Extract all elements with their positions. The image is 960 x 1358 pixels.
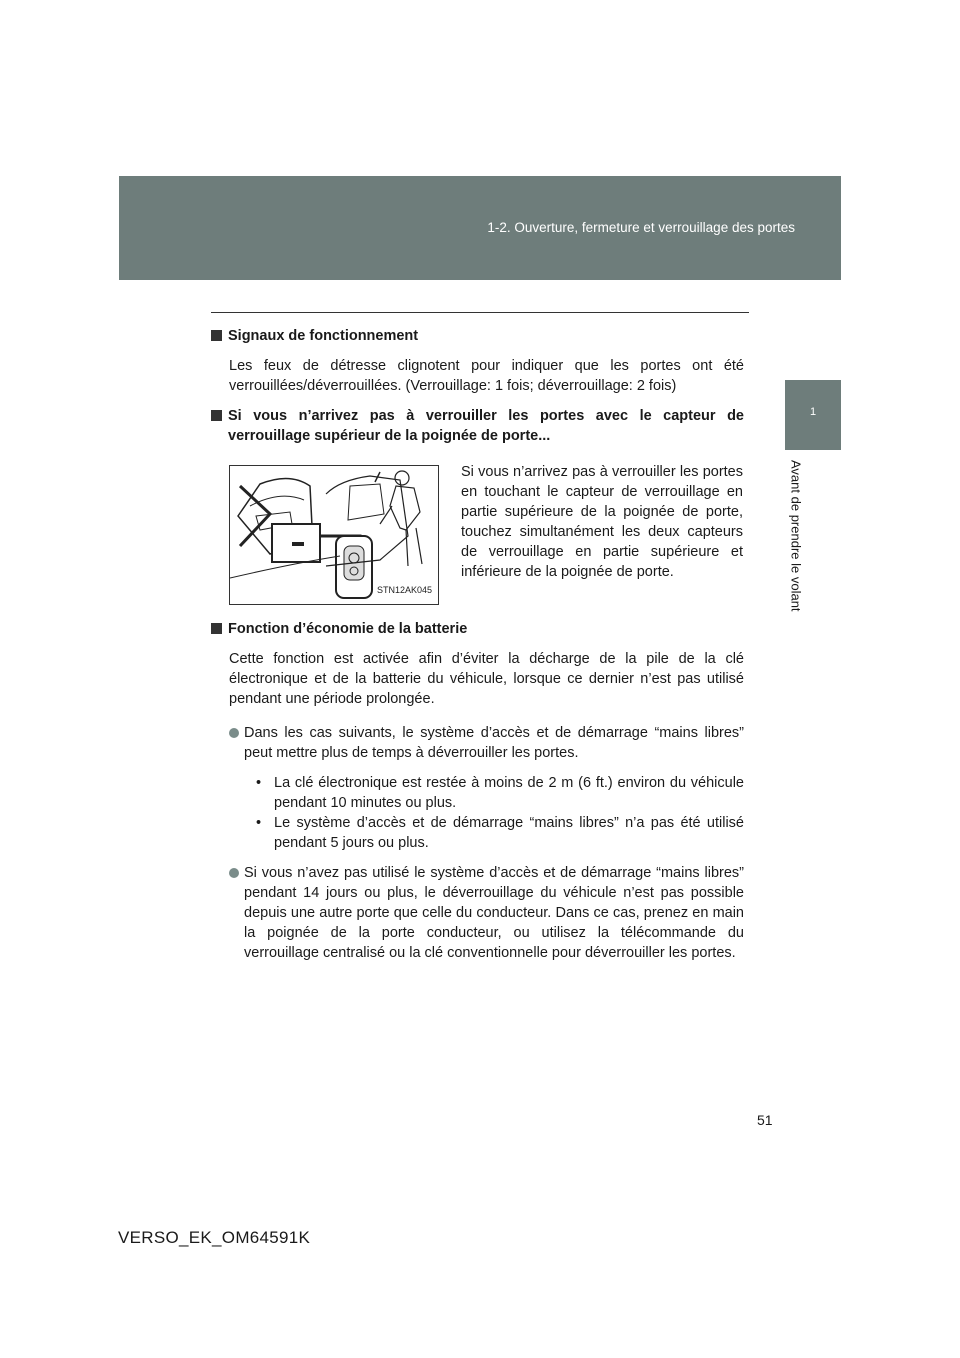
- paragraph: Les feux de détresse clignotent pour indiquer que les portes ont été verrouillées/déverrouillées. (Verrouillage: 1 fois; déverrouillage: 2 fois): [229, 358, 744, 394]
- square-bullet-icon: [211, 623, 222, 634]
- square-bullet-icon: [211, 410, 222, 421]
- list-item: [229, 863, 744, 963]
- paragraph: Cette fonction est activée afin d’éviter la décharge de la pile de la clé électronique et de la batterie du véhicule, lorsque ce dernier n’est pas utilisé pendant une période prolongée.: [229, 651, 744, 707]
- sub-list-item: [256, 813, 744, 853]
- sub-list-item-text: Le système d’accès et de démarrage “mains libres” n’a pas été utilisé pendant 5 jours ou plus.: [274, 815, 744, 851]
- page-number: 51: [757, 1112, 773, 1128]
- figure-code: STN12AK045: [376, 585, 432, 595]
- figure-caption: Si vous n’arrivez pas à verrouiller les portes en touchant le capteur de verrouillage en partie supérieure de la poignée de porte, touchez simultanément les deux capteurs de verrouillage en partie supérieure et inférieure de la poignée de porte.: [461, 464, 743, 580]
- header-band: [119, 176, 841, 280]
- main-content: [211, 326, 744, 963]
- sub-bullet: •: [256, 775, 262, 791]
- section-heading: [211, 406, 744, 446]
- list-item-text: Dans les cas suivants, le système d’accès et de démarrage “mains libres” peut mettre plus de temps à déverrouiller les portes.: [244, 725, 744, 761]
- section-heading: [211, 326, 744, 346]
- chapter-label: [786, 460, 806, 630]
- heading-text: Si vous n’arrivez pas à verrouiller les portes avec le capteur de verrouillage supérieur de la poignée de porte...: [228, 408, 744, 444]
- heading-text: Signaux de fonctionnement: [228, 328, 419, 344]
- sub-bullet: •: [256, 815, 262, 831]
- sub-list-item: [256, 773, 744, 813]
- chapter-label-text: Avant de prendre le volant: [788, 460, 804, 612]
- section-heading: [211, 619, 744, 639]
- heading-text: Fonction d’économie de la batterie: [228, 621, 468, 637]
- square-bullet-icon: [211, 330, 222, 341]
- door-handle-illustration: [229, 465, 439, 605]
- circle-bullet-icon: [229, 868, 239, 878]
- section-title: 1-2. Ouverture, fermeture et verrouillage des portes: [487, 220, 795, 235]
- chapter-tab: [785, 380, 841, 450]
- circle-bullet-icon: [229, 728, 239, 738]
- list-item: [229, 723, 744, 763]
- top-rule: [211, 312, 749, 313]
- chapter-number: 1: [809, 406, 817, 418]
- list-item-text: Si vous n’avez pas utilisé le système d’accès et de démarrage “mains libres” pendant 14 jours ou plus, le déverrouillage du véhicule n’est pas possible depuis une autre porte que celle du conducteur. Dans ce cas, prenez en main la poignée de la porte conducteur, ou utilisez la télécommande du verrouillage centralisé ou la clé conventionnelle pour déverrouiller les portes.: [244, 865, 744, 961]
- document-code: VERSO_EK_OM64591K: [118, 1228, 311, 1247]
- figure-row: [229, 462, 744, 605]
- sub-list-item-text: La clé électronique est restée à moins de 2 m (6 ft.) environ du véhicule pendant 10 minutes ou plus.: [274, 775, 744, 811]
